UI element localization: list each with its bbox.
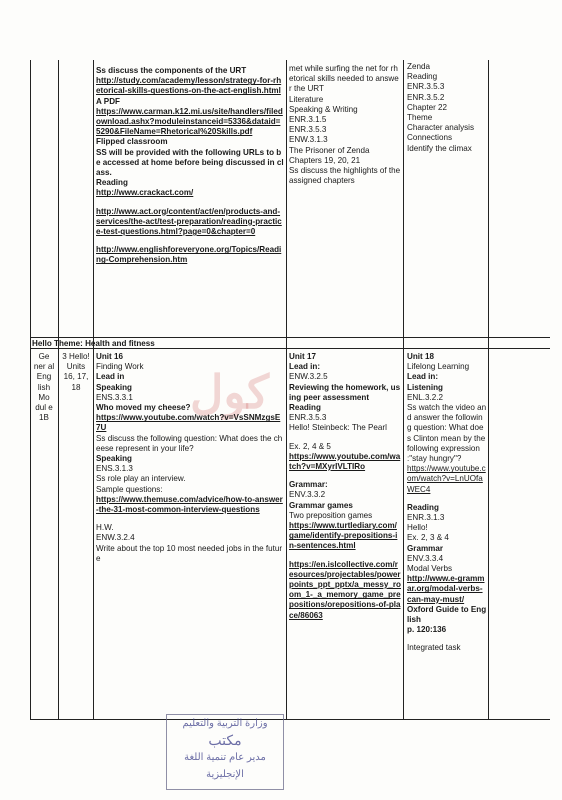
unit-16-line: Ss discuss the following question: What does the cheese represent in your life?: [96, 433, 283, 453]
module-cell: Ge ner al Eng lish Mo dul e 1B: [33, 352, 55, 423]
unit-18-line: ENV.3.3.4: [407, 553, 444, 563]
unit-17-line[interactable]: https://en.islcollective.com/resources/projectables/powerpoints_ppt_pptx/a_messy_room_1-_a_memory_game_prepositions/orepositions-of-place/86063: [289, 559, 401, 620]
unit-17-line: Grammar games: [289, 500, 353, 510]
unit-16-line: [96, 515, 284, 523]
unit-18-line: [407, 495, 487, 503]
unit-16-line: Lead in: [96, 372, 125, 382]
col-d-line: Reading: [407, 72, 438, 82]
stamp-line-2: مكتب: [208, 732, 242, 748]
unit-18-line: Grammar: [407, 543, 443, 553]
col-b-line: [96, 237, 284, 245]
col-c-line: Ss discuss the highlights of the assigned chapters: [289, 166, 401, 186]
unit-17-line[interactable]: https://www.turtlediary.com/game/identify-prepositions-in-sentences.html: [289, 521, 398, 551]
col-d-line: Chapter 22: [407, 102, 448, 112]
unit-16-line: Unit 16: [96, 352, 123, 361]
unit-18-line[interactable]: http://www.e-grammar.org/modal-verbs-can-may-must/: [407, 574, 485, 604]
col-c-line: ENR.3.5.3: [289, 125, 327, 135]
col-b-line: Reading: [96, 178, 128, 188]
col-d-line: ENR.3.5.2: [407, 92, 445, 102]
unit-17-line: ENR.3.5.3: [289, 413, 327, 423]
unit-18-line[interactable]: https://www.youtube.com/watch?v=LnUOfaWEC4: [407, 464, 486, 494]
unit-16-line[interactable]: https://www.youtube.com/watch?v=VsSNMzgsE7U: [96, 413, 281, 433]
col-d-line: Zenda: [407, 62, 430, 71]
col-d-line: Identify the climax: [407, 143, 472, 153]
col-b-line[interactable]: http://www.crackact.com/: [96, 188, 194, 198]
col-c-line: ENR.3.1.5: [289, 115, 327, 125]
unit-17-line: Lead in:: [289, 362, 321, 372]
unit-16-cell: [96, 352, 284, 717]
unit-16-line: ENW.3.2.4: [96, 533, 135, 543]
col-b-line[interactable]: https://www.carman.k12.mi.us/site/handlers/filedownload.ashx?moduleinstanceid=5336&dataid=5290&FileName=Rhetorical%20Skills.pdf: [96, 106, 283, 137]
col-b-line: Ss discuss the components of the URT: [96, 66, 247, 75]
col-c-line: Literature: [289, 94, 324, 104]
unit-16-line: ENS.3.1.3: [96, 464, 133, 474]
unit-18-line: ENL.3.2.2: [407, 392, 443, 402]
col-c-line: The Prisoner of Zenda: [289, 145, 370, 155]
col-b-line: SS will be provided with the following URLs to be accessed at home before being discussed in class.: [96, 147, 284, 178]
unit-18-line: Integrated task: [407, 643, 461, 653]
unit-18-line: Ss watch the video and answer the following question: What does Clinton mean by the following expression :"stay hungry"?: [407, 403, 487, 464]
unit-18-line: [407, 635, 487, 643]
theme-row-heading: Hello Theme: Health and fitness: [32, 339, 155, 348]
official-stamp: [166, 714, 284, 790]
unit-16-line[interactable]: https://www.themuse.com/advice/how-to-answer-the-31-most-common-interview-questions: [96, 494, 283, 515]
col-b-line: A PDF: [96, 96, 120, 106]
unit-18-line: p. 120:136: [407, 625, 447, 635]
unit-18-line: ENR.3.1.3: [407, 513, 445, 523]
col-b-line[interactable]: http://www.englishforeveryone.org/Topics/Reading-Comprehension.htm: [96, 245, 282, 265]
col-b-line: [96, 199, 284, 207]
unit-17-line: ENV.3.3.2: [289, 490, 326, 500]
unit-17-line: Two preposition games: [289, 510, 373, 520]
unit-17-line: [289, 552, 401, 560]
unit-16-line: Speaking: [96, 454, 132, 464]
unit-17-line: Grammar:: [289, 480, 328, 490]
unit-18-line: Oxford Guide to English: [407, 604, 487, 625]
unit-17-line: ENW.3.2.5: [289, 372, 328, 382]
stamp-line-3: مدير عام تنمية اللغة الإنجليزية: [184, 752, 266, 780]
col-d-line: Theme: [407, 113, 433, 123]
unit-18-line: Lifelong Learning: [407, 362, 470, 372]
col-d-line: Connections: [407, 133, 452, 143]
unit-18-line: Listening: [407, 382, 443, 392]
unit-16-line: Who moved my cheese?: [96, 403, 191, 413]
unit-17-line: Reviewing the homework, using peer assessment: [289, 382, 401, 402]
unit-17-line: Unit 17: [289, 352, 316, 361]
unit-17-line: [289, 434, 401, 442]
unit-17-line[interactable]: https://www.youtube.com/watch?v=MXyrIVLTIRo: [289, 451, 401, 472]
unit-17-line: [289, 472, 401, 480]
unit-18-line: Modal Verbs: [407, 564, 452, 574]
unit-16-line: H.W.: [96, 523, 114, 533]
unit-17-line: Ex. 2, 4 & 5: [289, 441, 331, 451]
unit-16-line: Finding Work: [96, 362, 144, 372]
col-d-line: ENR.3.5.3: [407, 82, 445, 92]
unit-16-line: Speaking: [96, 382, 132, 392]
unit-17-line: Hello! Steinbeck: The Pearl: [289, 423, 387, 433]
top-row-col-c: [289, 64, 401, 334]
stamp-line-1: وزارة التربية والتعليم: [182, 718, 268, 729]
unit-18-cell: [407, 352, 487, 717]
col-b-line[interactable]: http://www.act.org/content/act/en/products-and-services/the-act/test-preparation/reading-practice-test-questions.html?page=0&chapter=0: [96, 206, 282, 237]
curriculum-table: [30, 60, 550, 720]
col-c-line: Chapters 19, 20, 21: [289, 155, 361, 165]
unit-16-line: ENS.3.3.1: [96, 392, 133, 402]
top-row-col-b: [96, 66, 284, 336]
unit-16-line: Sample questions:: [96, 484, 163, 494]
top-row-col-d: [407, 62, 487, 332]
unit-18-line: Reading: [407, 502, 439, 512]
col-b-line: Flipped classroom: [96, 137, 168, 147]
col-d-line: Character analysis: [407, 123, 475, 133]
unit-18-line: Lead in:: [407, 372, 439, 382]
unit-18-line: Unit 18: [407, 352, 434, 361]
col-c-line: met while surfing the net for rhetorical skills needed to answer the URT: [289, 64, 399, 94]
unit-17-cell: [289, 352, 401, 717]
unit-16-line: Write about the top 10 most needed jobs in the future: [96, 543, 283, 563]
unit-17-line: Reading: [289, 403, 321, 413]
units-cell: 3 Hello! Units 16, 17, 18: [62, 352, 90, 392]
col-b-line[interactable]: http://study.com/academy/lesson/strategy-for-rhetorical-skills-questions-on-the-act-english.html: [96, 76, 282, 96]
col-c-line: ENW.3.1.3: [289, 135, 328, 145]
col-c-line: Speaking & Writing: [289, 104, 358, 114]
unit-16-line: Ss role play an interview.: [96, 474, 186, 484]
unit-18-line: Hello!: [407, 523, 428, 533]
unit-18-line: Ex. 2, 3 & 4: [407, 533, 449, 543]
watermark-logo: كول: [190, 366, 270, 418]
